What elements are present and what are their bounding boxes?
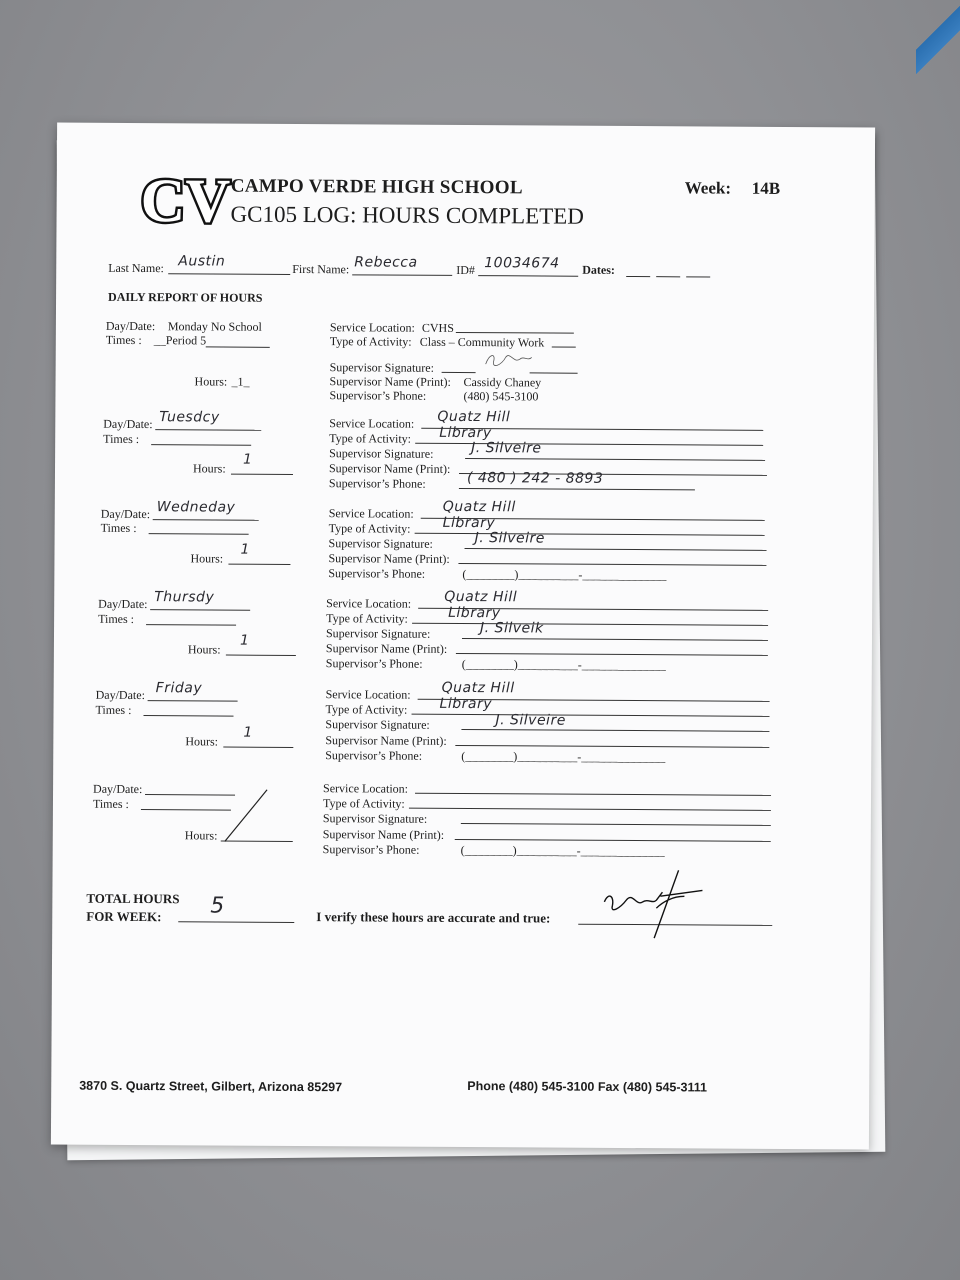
times-value: __Period 5: [153, 333, 207, 348]
location-label: Service Location:: [325, 687, 411, 702]
location-value: Quatz Hill: [437, 408, 511, 426]
activity-label: Type of Activity:: [328, 521, 411, 536]
signature-value: J. Silveire: [495, 712, 566, 729]
activity-value: Library: [439, 695, 493, 713]
section-title: DAILY REPORT OF HOURS: [108, 289, 263, 305]
phone-label: Supervisor’s Phone:: [325, 656, 423, 671]
hours-label: Hours:: [194, 374, 228, 389]
signature-value: J. Silveire: [474, 530, 546, 547]
phone-label: Supervisor’s Phone:: [328, 476, 426, 491]
location-value: Quatz Hill: [442, 498, 516, 516]
phone-blank: (________)__________-______________: [461, 656, 666, 673]
signature-label: Supervisor Signature:: [328, 536, 433, 551]
activity-label: Type of Activity:: [329, 431, 412, 446]
footer-address: 3870 S. Quartz Street, Gilbert, Arizona 85297: [79, 1078, 343, 1095]
day-value: Tuesdcy: [159, 409, 220, 426]
supervisor-name-value: Cassidy Chaney: [463, 374, 542, 390]
signature-label: Supervisor Signature:: [329, 446, 434, 461]
hours-value: 1: [240, 541, 250, 558]
times-label: Times :: [95, 702, 132, 717]
location-label: Service Location:: [323, 781, 409, 796]
hours-label: Hours:: [184, 828, 218, 843]
location-label: Service Location:: [326, 596, 412, 611]
location-value: Quatz Hill: [444, 588, 518, 606]
activity-label: Type of Activity:: [329, 334, 412, 349]
activity-label: Type of Activity:: [325, 702, 408, 717]
activity-label: Type of Activity:: [326, 611, 408, 626]
log-title: GC105 LOG: HOURS COMPLETED: [230, 201, 584, 229]
supervisor-name-label: Supervisor Name (Print):: [325, 733, 447, 748]
day-value: Monday No School: [167, 319, 262, 334]
school-name: CAMPO VERDE HIGH SCHOOL: [230, 175, 523, 199]
hours-value: 1: [239, 632, 250, 649]
day-label: Day/Date:: [93, 781, 143, 797]
week-value: 14B: [751, 178, 781, 198]
times-label: Times :: [100, 520, 137, 536]
day-value: Wedneday: [156, 499, 236, 516]
last-name-label: Last Name:: [108, 260, 164, 276]
hours-label: Hours:: [187, 642, 221, 657]
school-logo: [138, 165, 231, 236]
location-label: Service Location:: [329, 320, 415, 335]
phone-blank: (________)__________-______________: [462, 566, 667, 583]
signature-label: Supervisor Signature:: [322, 811, 428, 826]
phone-label: Supervisor’s Phone:: [329, 388, 427, 403]
verify-label: I verify these hours are accurate and true:: [316, 909, 551, 926]
day-label: Day/Date:: [105, 318, 156, 334]
logo-text: CV: [140, 167, 231, 236]
dates-label: Dates:: [582, 262, 615, 277]
supervisor-name-label: Supervisor Name (Print):: [325, 641, 448, 656]
times-label: Times :: [98, 611, 135, 626]
activity-label: Type of Activity:: [322, 796, 405, 811]
times-label: Times :: [103, 431, 140, 447]
signature-label: Supervisor Signature:: [325, 717, 430, 732]
background-object: [916, 0, 960, 80]
day-value: Thursdy: [154, 589, 215, 606]
activity-value: Library: [448, 604, 501, 622]
activity-value: Class – Community Work: [419, 334, 545, 350]
total-hours-label: TOTAL HOURS: [86, 890, 180, 907]
location-value: CVHS: [421, 320, 454, 335]
day-label: Day/Date:: [98, 596, 148, 612]
first-name-label: First Name:: [292, 261, 350, 277]
day-label: Day/Date:: [100, 506, 151, 522]
phone-label: Supervisor’s Phone:: [328, 566, 426, 581]
phone-blank: (________)__________-______________: [461, 748, 666, 765]
hours-label: Hours:: [190, 551, 224, 566]
location-value: Quatz Hill: [441, 679, 515, 697]
hours-value: _1_: [231, 374, 250, 389]
signature-value: J. Silveire: [471, 440, 542, 457]
supervisor-name-label: Supervisor Name (Print):: [329, 374, 451, 389]
student-signature: [592, 862, 722, 943]
first-name-value: Rebecca: [354, 254, 418, 271]
activity-value: Library: [439, 424, 492, 442]
hours-value: 1: [243, 451, 253, 468]
supervisor-name-label: Supervisor Name (Print):: [322, 827, 445, 842]
total-hours-value: 5: [210, 893, 225, 919]
day-label: Day/Date:: [103, 416, 153, 432]
supervisor-name-label: Supervisor Name (Print):: [328, 461, 451, 476]
id-value: 10034674: [484, 255, 560, 272]
week-label: Week:: [684, 178, 732, 198]
signature-label: Supervisor Signature:: [329, 360, 435, 375]
strike-line: [221, 786, 271, 846]
activity-value: Library: [442, 514, 496, 532]
footer-contact: Phone (480) 545-3100 Fax (480) 545-3111: [467, 1079, 708, 1095]
hours-label: Hours:: [185, 734, 219, 749]
hours-label: Hours:: [192, 461, 226, 476]
times-label: Times :: [92, 796, 129, 811]
log-sheet: [51, 123, 875, 1150]
times-label: Times :: [105, 332, 142, 348]
signature-label: Supervisor Signature:: [325, 626, 431, 641]
day-value: Friday: [155, 680, 203, 697]
phone-blank: (________)__________-______________: [460, 842, 665, 859]
phone-value: ( 480 ) 242 - 8893: [466, 470, 604, 487]
phone-label: Supervisor’s Phone:: [325, 748, 423, 763]
id-label: ID#: [456, 262, 475, 278]
location-label: Service Location:: [329, 416, 415, 431]
phone-label: Supervisor’s Phone:: [322, 842, 420, 857]
for-week-label: FOR WEEK:: [86, 908, 162, 925]
location-label: Service Location:: [328, 506, 414, 521]
supervisor-signature-mark: [484, 349, 534, 371]
last-name-value: Austin: [178, 253, 226, 270]
signature-value: J. Silveik: [479, 620, 544, 637]
hours-value: 1: [243, 724, 253, 741]
supervisor-name-label: Supervisor Name (Print):: [328, 551, 450, 566]
phone-value: (480) 545-3100: [463, 388, 539, 404]
day-label: Day/Date:: [95, 687, 145, 703]
